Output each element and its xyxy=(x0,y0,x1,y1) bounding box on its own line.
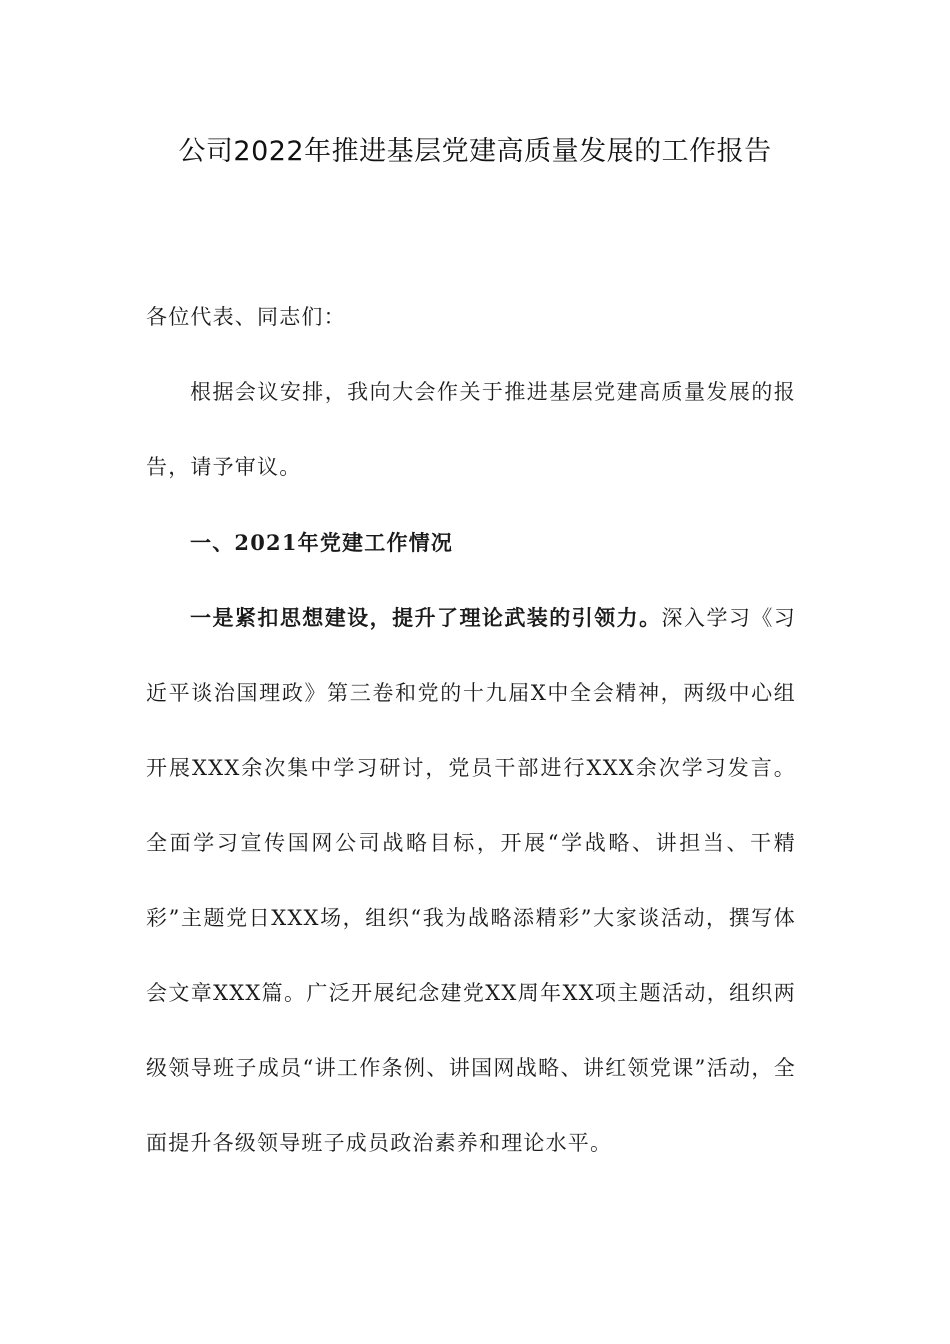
paragraph-1 xyxy=(146,580,796,1181)
paragraph-1-body: 深入学习《习近平谈治国理政》第三卷和党的十九届X中全会精神，两级中心组开展XXX余次集中学习研讨，党员干部进行XXX余次学习发言。全面学习宣传国网公司战略目标，开展“学战略、讲担当、干精彩”主题党日XXX场，组织“我为战略添精彩”大家谈活动，撰写体会文章XXX篇。广泛开展纪念建党XX周年XX项主题活动，组织两级领导班子成员“讲工作条例、讲国网战略、讲红领党课”活动，全面提升各级领导班子成员政治素养和理论水平。 xyxy=(146,606,796,1155)
document-title: 公司2022年推进基层党建高质量发展的工作报告 xyxy=(178,136,772,167)
section-heading: 一、2021年党建工作情况 xyxy=(190,530,454,555)
salutation: 各位代表、同志们： xyxy=(146,305,346,329)
document-body xyxy=(146,280,796,1181)
paragraph-1-lead: 一是紧扣思想建设，提升了理论武装的引领力。 xyxy=(190,605,662,630)
intro-paragraph: 根据会议安排，我向大会作关于推进基层党建高质量发展的报告，请予审议。 xyxy=(146,380,796,479)
